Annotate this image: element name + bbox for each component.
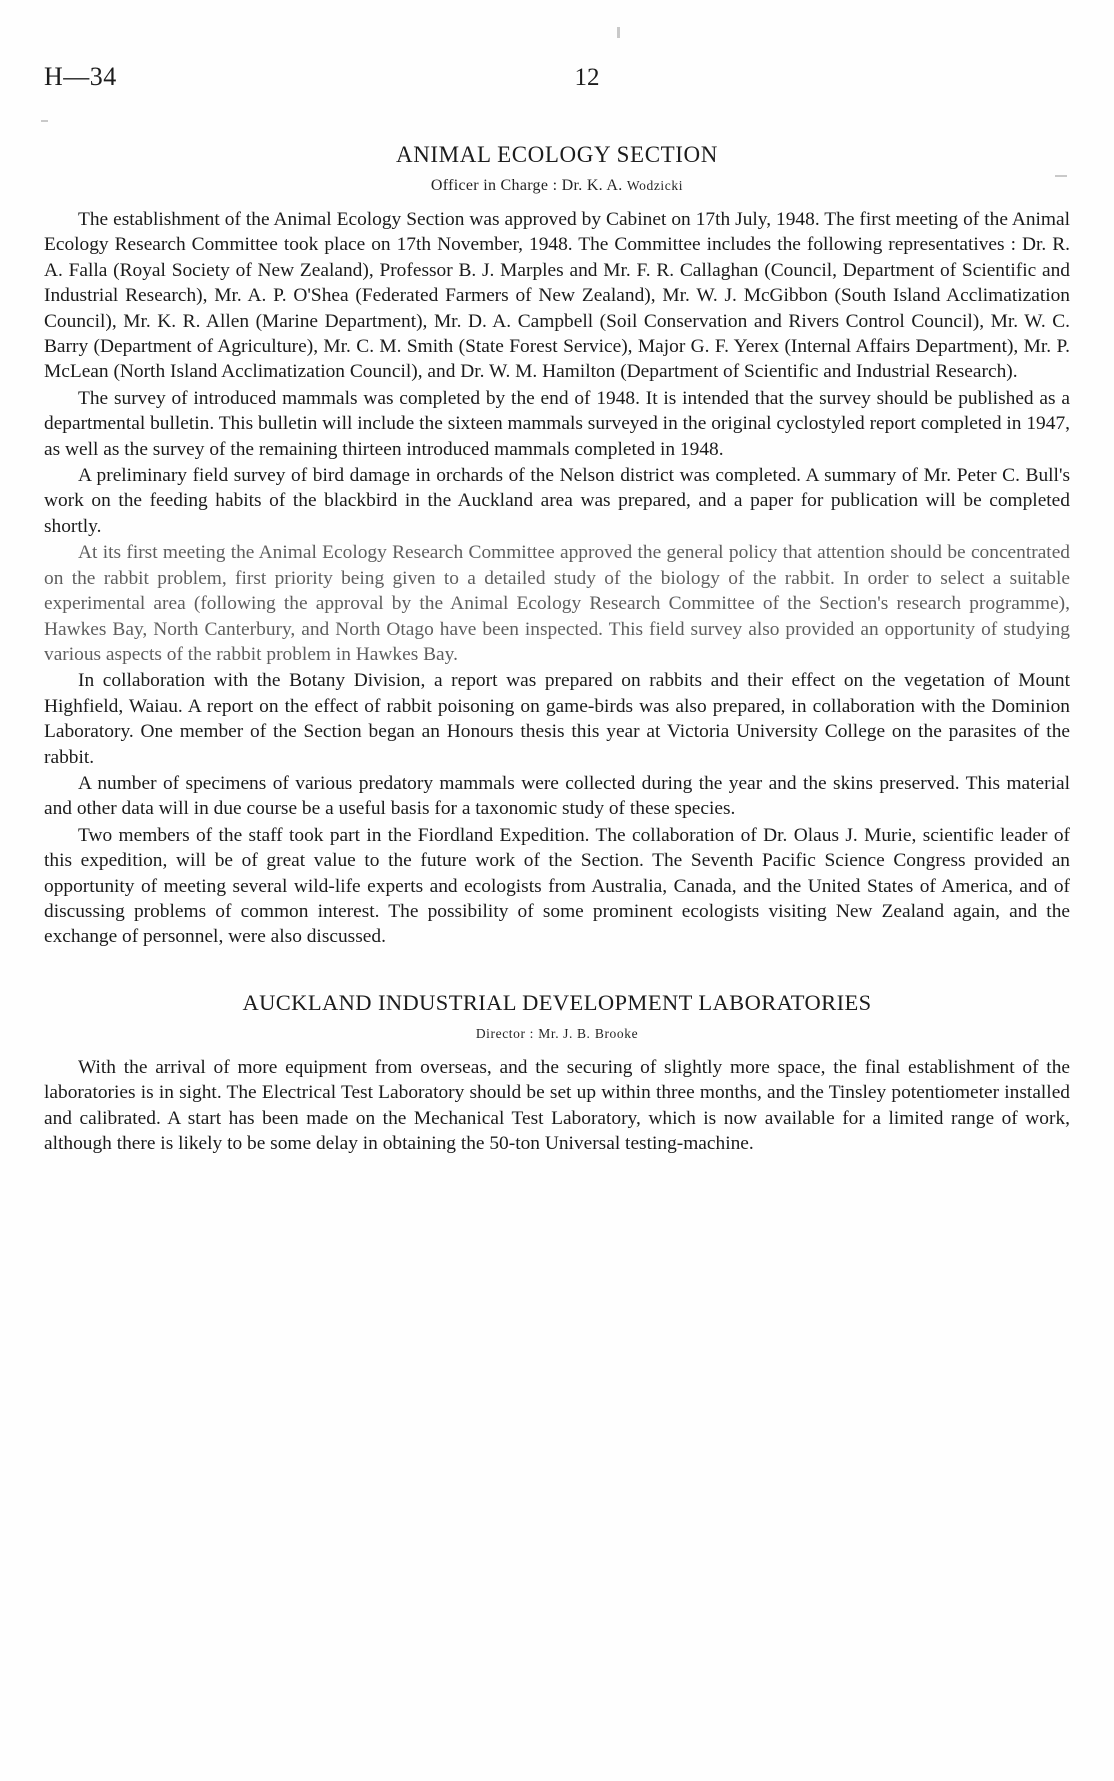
- paragraph: With the arrival of more equipment from overseas, and the securing of slightly more space, the final establishment of the laboratories is in sight. The Electrical Test Laboratory should be set up within three months, and the Tinsley potentiometer installed and calibrated. A start has been made on the Mechanical Test Laboratory, which is now available for a limited range of work, although there is likely to be some delay in obtaining the 50-ton Universal testing-machine.: [44, 1056, 1070, 1154]
- director-label: Director :: [475, 1025, 534, 1041]
- paragraph: A number of specimens of various predatory mammals were collected during the year and the skins preserved. This material and other data will in due course be a useful basis for a taxonomic study of these species.: [44, 772, 1070, 820]
- page-edge-mark-top: [617, 27, 620, 38]
- paragraph: Two members of the staff took part in the Fiordland Expedition. The collaboration of Dr. Olaus J. Murie, scientific leader of this expedition, will be of great value to the future work of the Section. The Seventh Pacific Science Congress provided an opportunity of meeting several wild-life experts and ecologists from Australia, Canada, and the United States of America, and of discussing problems of common interest. The possibility of some prominent ecologists visiting New Zealand again, and the exchange of personnel, were also discussed.: [44, 824, 1070, 948]
- officer-in-charge-label: Officer in Charge :: [430, 177, 558, 194]
- paragraph: A preliminary field survey of bird damage in orchards of the Nelson district was completed. A summary of Mr. Peter C. Bull's work on the feeding habits of the blackbird in the Auckland area was prepared, and a paper for publication will be completed shortly.: [44, 465, 1070, 537]
- officer-name-surname: Wodzicki: [626, 178, 684, 193]
- director-name-surname: Brooke: [594, 1025, 639, 1041]
- paragraph: In collaboration with the Botany Division, a report was prepared on rabbits and their effect on the vegetation of Mount Highfield, Waiau. A report on the effect of rabbit poisoning on game-birds was also prepared, in collaboration with the Dominion Laboratory. One member of the Section began an Honours thesis this year at Victoria University College on the parasites of the rabbit.: [44, 670, 1070, 768]
- officer-name-prefix: Dr. K. A.: [561, 177, 623, 194]
- page-number: 12: [574, 64, 600, 91]
- document-code: H—34: [44, 62, 117, 91]
- section-subtitle-auckland-labs: [44, 1025, 1070, 1043]
- page-header: [44, 62, 1070, 116]
- paragraph: The survey of introduced mammals was completed by the end of 1948. It is intended that the survey should be published as a departmental bulletin. This bulletin will include the sixteen mammals surveyed in the original cyclostyled report completed in 1947, as well as the survey of the remaining thirteen introduced mammals completed in 1948.: [44, 387, 1070, 460]
- section-title-animal-ecology: ANIMAL ECOLOGY SECTION: [396, 142, 718, 167]
- paragraph: The establishment of the Animal Ecology Section was approved by Cabinet on 17th July, 1948. The first meeting of the Animal Ecology Research Committee took place on 17th November, 1948. The Committee includes the following representatives : Dr. R. A. Falla (Royal Society of New Zealand), Professor B. J. Marples and Mr. F. R. Callaghan (Council, Department of Scientific and Industrial Research), Mr. A. P. O'Shea (Federated Farmers of New Zealand), Mr. W. J. McGibbon (South Island Acclimatization Council), Mr. K. R. Allen (Marine Department), Mr. D. A. Campbell (Soil Conservation and Rivers Control Council), Mr. W. C. Barry (Department of Agriculture), Mr. C. M. Smith (State Forest Service), Major G. F. Yerex (Internal Affairs Department), Mr. P. McLean (North Island Acclimatization Council), and Dr. W. M. Hamilton (Department of Scientific and Industrial Research).: [44, 209, 1070, 383]
- section-subtitle-animal-ecology: [44, 177, 1070, 195]
- page-content: [44, 62, 1070, 1156]
- director-name-prefix: Mr. J. B.: [538, 1025, 591, 1041]
- paragraph: At its first meeting the Animal Ecology Research Committee approved the general policy that attention should be concentrated on the rabbit problem, first priority being given to a detailed study of the biology of the rabbit. In order to select a suitable experimental area (following the approval by the Animal Ecology Research Committee of the Section's research programme), Hawkes Bay, North Canterbury, and North Otago have been inspected. This field survey also provided an opportunity of studying various aspects of the rabbit problem in Hawkes Bay.: [44, 542, 1070, 665]
- section-title-auckland-labs: AUCKLAND INDUSTRIAL DEVELOPMENT LABORATORIES: [242, 989, 872, 1015]
